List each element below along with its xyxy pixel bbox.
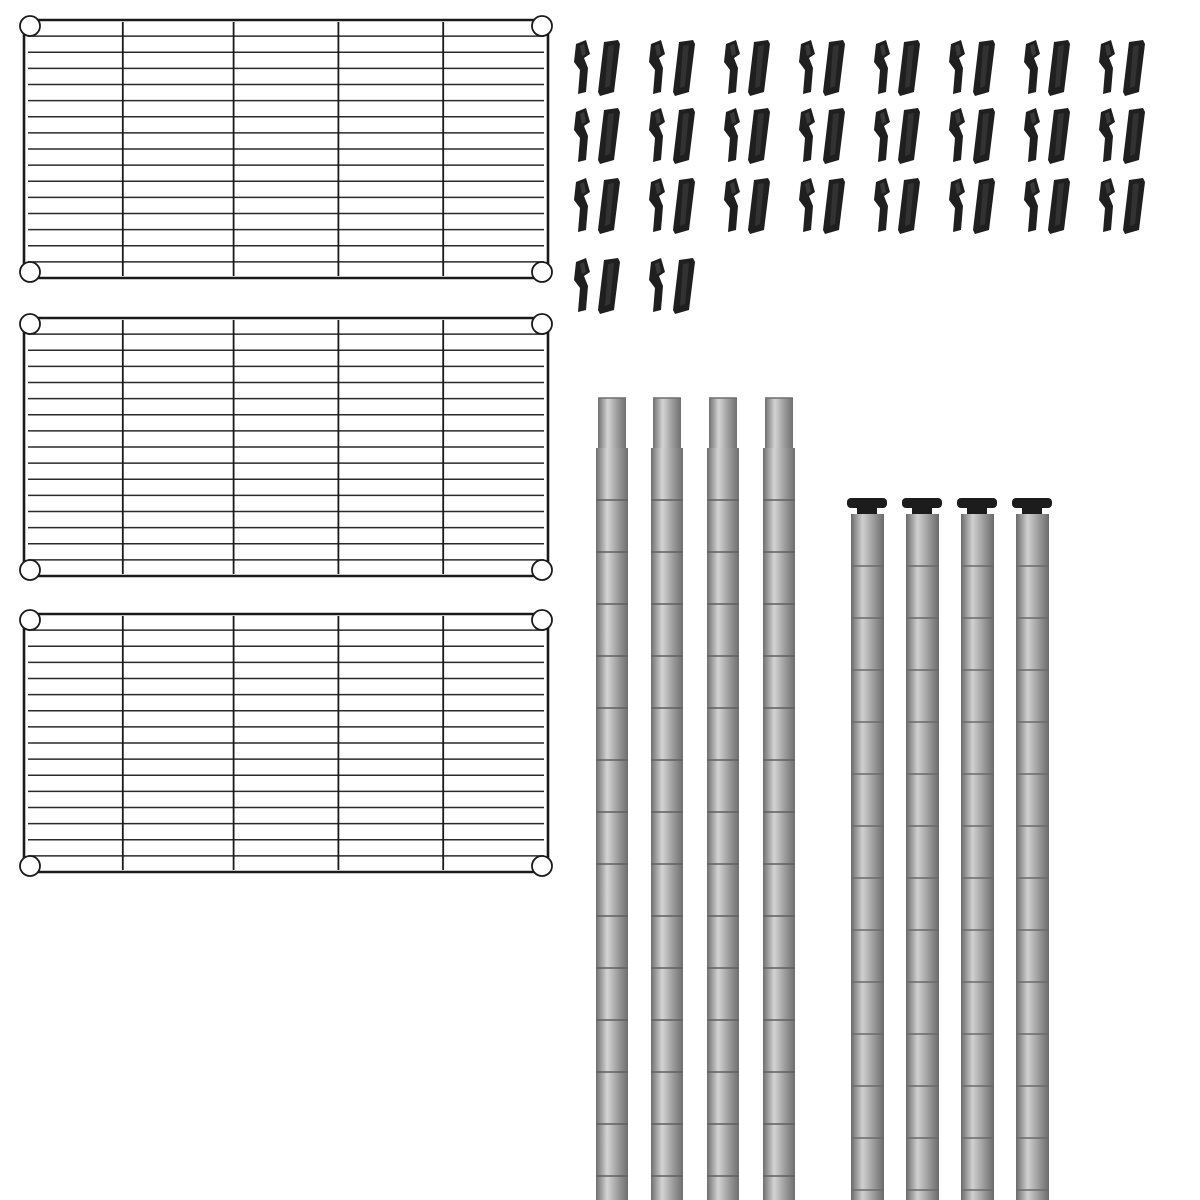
- post-body: [653, 398, 681, 448]
- post-body: [765, 398, 793, 448]
- post-body: [906, 514, 939, 1200]
- shelf-corner-ring: [532, 560, 552, 580]
- shelf-corner-ring: [20, 610, 40, 630]
- shelf-corner-ring: [20, 856, 40, 876]
- lower-post: [961, 514, 994, 1200]
- post-body: [709, 398, 737, 448]
- post-body: [763, 448, 795, 1200]
- post-body: [651, 448, 683, 1200]
- upper-post-top: [765, 398, 793, 448]
- post-body: [851, 514, 884, 1200]
- shelf-corner-ring: [20, 560, 40, 580]
- upper-post: [596, 448, 628, 1200]
- post-body: [707, 448, 739, 1200]
- lower-post: [906, 514, 939, 1200]
- shelf-corner-ring: [20, 314, 40, 334]
- leveling-foot: [957, 498, 997, 508]
- shelf-corner-ring: [532, 856, 552, 876]
- upper-post-top: [709, 398, 737, 448]
- upper-post: [763, 448, 795, 1200]
- post-body: [596, 448, 628, 1200]
- upper-post-top: [598, 398, 626, 448]
- post-body: [961, 514, 994, 1200]
- shelf-corner-ring: [20, 16, 40, 36]
- shelf-corner-ring: [532, 262, 552, 282]
- leveling-foot-stem: [967, 507, 987, 515]
- shelf-corner-ring: [532, 610, 552, 630]
- upper-post-top: [653, 398, 681, 448]
- leveling-foot-stem: [1022, 507, 1042, 515]
- leveling-foot: [1012, 498, 1052, 508]
- shelf-corner-ring: [532, 314, 552, 334]
- leveling-foot-stem: [857, 507, 877, 515]
- leveling-foot: [902, 498, 942, 508]
- leveling-foot: [847, 498, 887, 508]
- upper-post: [707, 448, 739, 1200]
- lower-post: [851, 514, 884, 1200]
- shelf-corner-ring: [20, 262, 40, 282]
- lower-post: [1016, 514, 1049, 1200]
- post-body: [598, 398, 626, 448]
- post-body: [1016, 514, 1049, 1200]
- upper-post: [651, 448, 683, 1200]
- leveling-foot-stem: [912, 507, 932, 515]
- shelf-corner-ring: [532, 16, 552, 36]
